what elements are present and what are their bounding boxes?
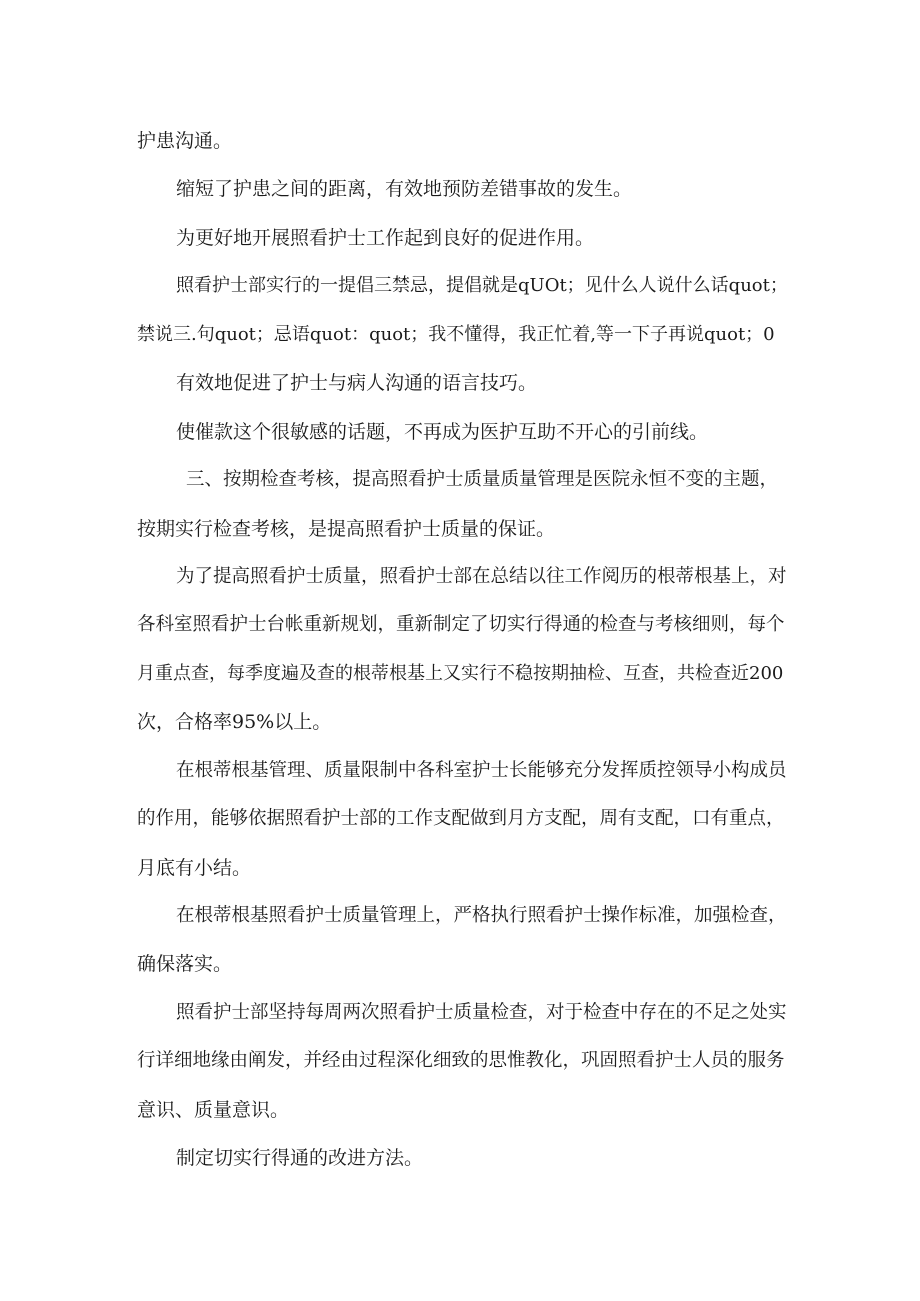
text-line-13: 次，合格率95%以上。 [137,711,332,733]
text-line-20: 行详细地缘由阐发，并经由过程深化细致的思惟教化，巩固照看护士人员的服务 [137,1050,785,1071]
text-line-21: 意识、质量意识。 [137,1099,290,1121]
text-line-18: 确保落实。 [137,953,233,975]
text-line-10: 为了提高照看护士质量，照看护士部在总结以往工作阅历的根蒂根基上，对 [176,566,787,587]
text-line-2: 缩短了护患之间的距离，有效地预防差错事故的发生。 [176,178,633,200]
text-line-4: 照看护士部实行的一提倡三禁忌，提倡就是qUOt；见什么人说什么话quot； [176,275,788,296]
text-line-17: 在根蒂根基照看护士质量管理上，严格执行照看护士操作标准，加强检查， [176,905,787,926]
text-line-9: 按期实行检查考核，是提高照看护士质量的保证。 [137,518,556,540]
text-line-8: 三、按期检查考核，提高照看护士质量质量管理是医院永恒不变的主题， [186,469,779,490]
text-line-5: 禁说三.句quot；忌语quot：quot；我不懂得，我正忙着,等一下子再说quot；0 [137,324,775,345]
text-line-16: 月底有小结。 [137,857,252,879]
text-line-22: 制定切实行得通的改进方法。 [176,1147,424,1169]
text-line-19: 照看护士部坚持每周两次照看护士质量检查，对于检查中存在的不足之处实 [176,1002,787,1023]
text-line-14: 在根蒂根基管理、质量限制中各科室护士长能够充分发挥质控领导小构成员 [176,760,787,781]
text-line-15: 的作用，能够依据照看护士部的工作支配做到月方支配，周有支配，口有重点， [137,808,785,829]
text-line-6: 有效地促进了护士与病人沟通的语言技巧。 [176,372,538,394]
text-line-1: 护患沟通。 [137,130,233,152]
text-line-7: 使催款这个很敏感的话题，不再成为医护互助不开心的引前线。 [176,421,709,443]
text-line-11: 各科室照看护士台帐重新规划，重新制定了切实行得通的检查与考核细则，每个 [137,614,785,635]
text-line-12: 月重点查，每季度遍及查的根蒂根基上又实行不稳按期抽检、互查，共检查近200 [137,663,784,684]
text-line-3: 为更好地开展照看护士工作起到良好的促进作用。 [176,227,595,249]
